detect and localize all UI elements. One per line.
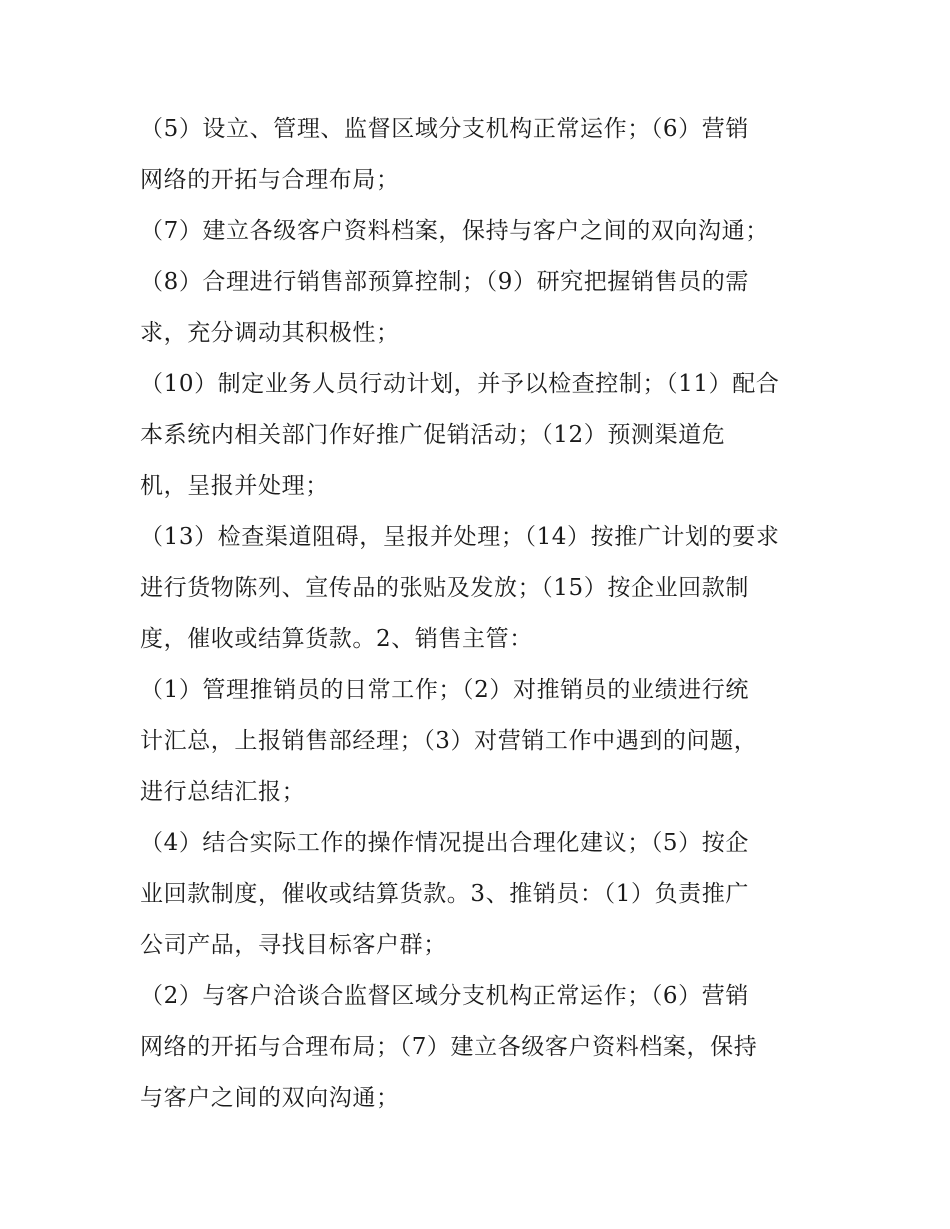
text-line: 网络的开拓与合理布局； (140, 167, 400, 193)
text-line: 进行货物陈列、宣传品的张贴及发放；（15）按企业回款制 (140, 575, 749, 601)
text-line: 度，催收或结算货款。2、销售主管： (140, 626, 533, 652)
text-line: （13）检查渠道阻碍，呈报并处理；（14）按推广计划的要求 (140, 524, 780, 550)
text-line: （8）合理进行销售部预算控制；（9）研究把握销售员的需 (140, 269, 749, 295)
text-line: （5）设立、管理、监督区域分支机构正常运作；（6）营销 (140, 116, 749, 142)
text-line: 与客户之间的双向沟通； (140, 1085, 400, 1111)
text-line: 进行总结汇报； (140, 779, 306, 805)
text-line: 公司产品，寻找目标客户群； (140, 932, 447, 958)
text-line: 求，充分调动其积极性； (140, 320, 400, 346)
text-line: 本系统内相关部门作好推广促销活动；（12）预测渠道危 (140, 422, 726, 448)
document-body (140, 104, 820, 1124)
text-line: （10）制定业务人员行动计划，并予以检查控制；（11）配合 (140, 371, 780, 397)
text-line: （4）结合实际工作的操作情况提出合理化建议；（5）按企 (140, 830, 749, 856)
text-line: 网络的开拓与合理布局；（7）建立各级客户资料档案，保持 (140, 1034, 758, 1060)
text-line: 计汇总，上报销售部经理；（3）对营销工作中遇到的问题， (140, 728, 758, 754)
text-line: （7）建立各级客户资料档案，保持与客户之间的双向沟通； (140, 218, 769, 244)
text-line: 业回款制度，催收或结算货款。3、推销员：（1）负责推广 (140, 881, 749, 907)
text-line: （2）与客户洽谈合监督区域分支机构正常运作；（6）营销 (140, 983, 749, 1009)
text-line: 机，呈报并处理； (140, 473, 329, 499)
text-line: （1）管理推销员的日常工作；（2）对推销员的业绩进行统 (140, 677, 749, 703)
